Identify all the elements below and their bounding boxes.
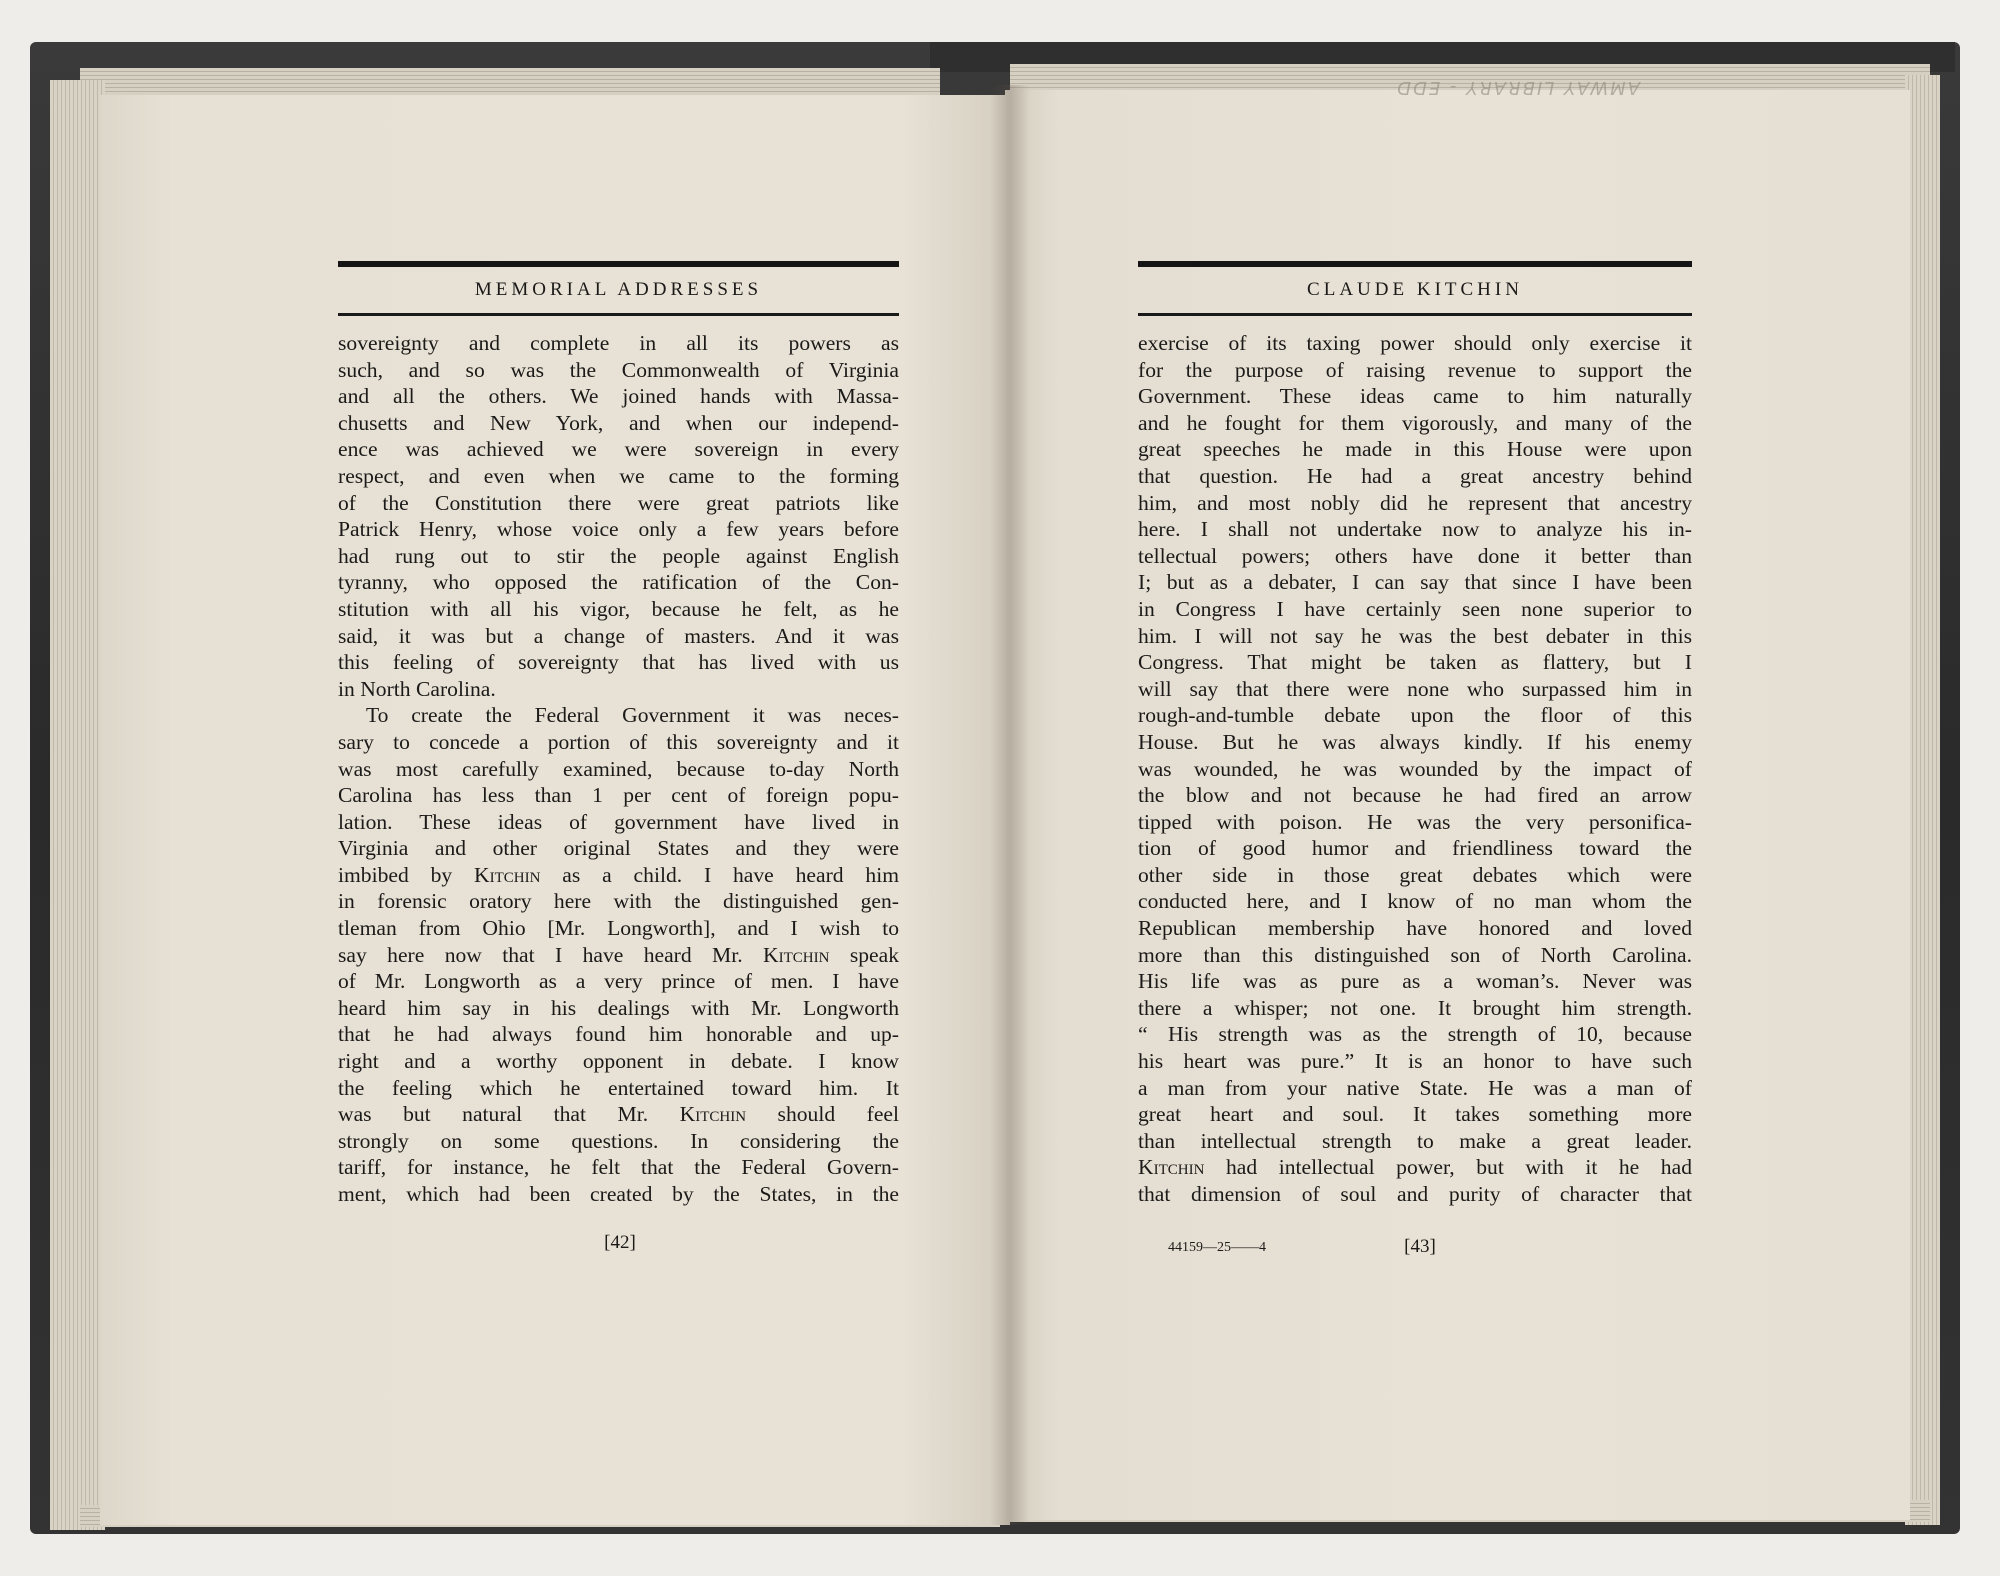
text-line: this feeling of sovereignty that has lived with us xyxy=(338,650,899,675)
text-line: conducted here, and I know of no man whom the xyxy=(1138,889,1692,914)
text-line: ment, which had been created by the States, in the xyxy=(338,1182,899,1206)
text-line: was but natural that Mr. Kitchin should feel xyxy=(338,1102,899,1127)
text-line: had rung out to stir the people against English xyxy=(338,543,899,568)
body-text xyxy=(338,330,899,1208)
text-line: Carolina has less than 1 per cent of foreign popu- xyxy=(338,783,899,808)
text-line: and all the others. We joined hands with Massa- xyxy=(338,384,899,409)
text-line: House. But he was always kindly. If his enemy xyxy=(1138,729,1692,754)
text-line: of the Constitution there were great patriots like xyxy=(338,490,899,515)
running-head: MEMORIAL ADDRESSES xyxy=(474,279,763,300)
running-head: CLAUDE KITCHIN xyxy=(1307,279,1523,300)
text-line: heard him say in his dealings with Mr. Longworth xyxy=(338,995,899,1020)
text-line: there a whisper; not one. It brought him strength. xyxy=(1138,995,1692,1020)
text-line: that dimension of soul and purity of character that xyxy=(1138,1182,1692,1206)
text-line: tipped with poison. He was the very personifica- xyxy=(1138,809,1692,834)
text-line: chusetts and New York, and when our independ- xyxy=(338,410,899,435)
text-line: I; but as a debater, I can say that since I have been xyxy=(1138,570,1692,595)
text-line: will say that there were none who surpassed him in xyxy=(1138,676,1692,701)
text-line: the blow and not because he had fired an arrow xyxy=(1138,783,1692,808)
header-rule-bottom xyxy=(338,313,899,316)
text-line: Kitchin had intellectual power, but with it he had xyxy=(1138,1155,1692,1180)
text-line: Congress. That might be taken as flattery, but I xyxy=(1138,650,1692,675)
text-line: exercise of its taxing power should only exercise it xyxy=(1138,331,1692,355)
text-line: in forensic oratory here with the distinguished gen- xyxy=(338,889,899,914)
text-line: strongly on some questions. In considering the xyxy=(338,1128,899,1153)
text-line: a man from your native State. He was a man of xyxy=(1138,1075,1692,1100)
text-line: tellectual powers; others have done it better than xyxy=(1138,543,1692,568)
text-line: sovereignty and complete in all its powers as xyxy=(338,331,899,355)
page-edges-right xyxy=(1905,75,1940,1525)
text-line: respect, and even when we came to the forming xyxy=(338,463,899,488)
text-line: tleman from Ohio [Mr. Longworth], and I wish to xyxy=(338,916,899,941)
text-line: other side in those great debates which were xyxy=(1138,862,1692,887)
text-line: tyranny, who opposed the ratification of the Con- xyxy=(338,570,899,595)
text-line: the feeling which he entertained toward him. It xyxy=(338,1075,899,1100)
text-line: ence was achieved we were sovereign in every xyxy=(338,437,899,462)
text-line: in Congress I have certainly seen none superior to xyxy=(1138,596,1692,621)
text-line: for the purpose of raising revenue to support the xyxy=(1138,357,1692,382)
spine-stamp: AMWAY LIBRARY - EDD xyxy=(1395,77,1640,98)
text-line: that he had always found him honorable and up- xyxy=(338,1022,899,1047)
text-line: him, and most nobly did he represent that ancestry xyxy=(1138,490,1692,515)
text-line: Patrick Henry, whose voice only a few years before xyxy=(338,517,899,542)
text-line: was most carefully examined, because to-day North xyxy=(338,756,899,781)
right-text-column xyxy=(1138,261,1692,1208)
printer-signature: 44159—25——4 xyxy=(1168,1240,1266,1255)
text-line: lation. These ideas of government have lived in xyxy=(338,809,899,834)
page-edges-left xyxy=(50,80,105,1530)
text-line: great speeches he made in this House were upon xyxy=(1138,437,1692,462)
text-line: said, it was but a change of masters. And it was xyxy=(338,623,899,648)
text-line: stitution with all his vigor, because he felt, as he xyxy=(338,596,899,621)
text-line: Virginia and other original States and they were xyxy=(338,836,899,861)
text-line: Republican membership have honored and loved xyxy=(1138,916,1692,941)
text-line: in North Carolina. xyxy=(338,676,496,701)
text-line: and he fought for them vigorously, and many of the xyxy=(1138,410,1692,435)
text-line: his heart was pure.” It is an honor to have such xyxy=(1138,1049,1692,1074)
text-line: of Mr. Longworth as a very prince of men. I have xyxy=(338,969,899,994)
text-line: say here now that I have heard Mr. Kitchin speak xyxy=(338,942,899,967)
left-text-column xyxy=(338,261,899,1208)
text-line: that question. He had a great ancestry behind xyxy=(1138,463,1692,488)
text-line: rough-and-tumble debate upon the floor of this xyxy=(1138,703,1692,728)
text-line: great heart and soul. It takes something more xyxy=(1138,1102,1692,1127)
text-line: His life was as pure as a woman’s. Never was xyxy=(1138,969,1692,994)
text-line: was wounded, he was wounded by the impact of xyxy=(1138,756,1692,781)
page-number: [43] xyxy=(1404,1236,1436,1257)
body-text xyxy=(1138,330,1692,1208)
text-line: more than this distinguished son of North Carolina. xyxy=(1138,942,1692,967)
text-line: here. I shall not undertake now to analyze his in- xyxy=(1138,517,1692,542)
text-line: Government. These ideas came to him naturally xyxy=(1138,384,1692,409)
text-line: tariff, for instance, he felt that the Federal Govern- xyxy=(338,1155,899,1180)
text-line: sary to concede a portion of this sovereignty and it xyxy=(338,729,899,754)
text-line: such, and so was the Commonwealth of Virginia xyxy=(338,357,899,382)
header-rule-bottom xyxy=(1138,313,1692,316)
text-line: than intellectual strength to make a great leader. xyxy=(1138,1128,1692,1153)
text-line: him. I will not say he was the best debater in this xyxy=(1138,623,1692,648)
text-line: “ His strength was as the strength of 10, because xyxy=(1138,1022,1692,1047)
text-line: To create the Federal Government it was neces- xyxy=(366,703,899,728)
book-gutter xyxy=(990,85,1030,1525)
page-number: [42] xyxy=(604,1232,636,1253)
text-line: imbibed by Kitchin as a child. I have heard him xyxy=(338,862,899,887)
text-line: right and a worthy opponent in debate. I know xyxy=(338,1049,899,1074)
text-line: tion of good humor and friendliness toward the xyxy=(1138,836,1692,861)
